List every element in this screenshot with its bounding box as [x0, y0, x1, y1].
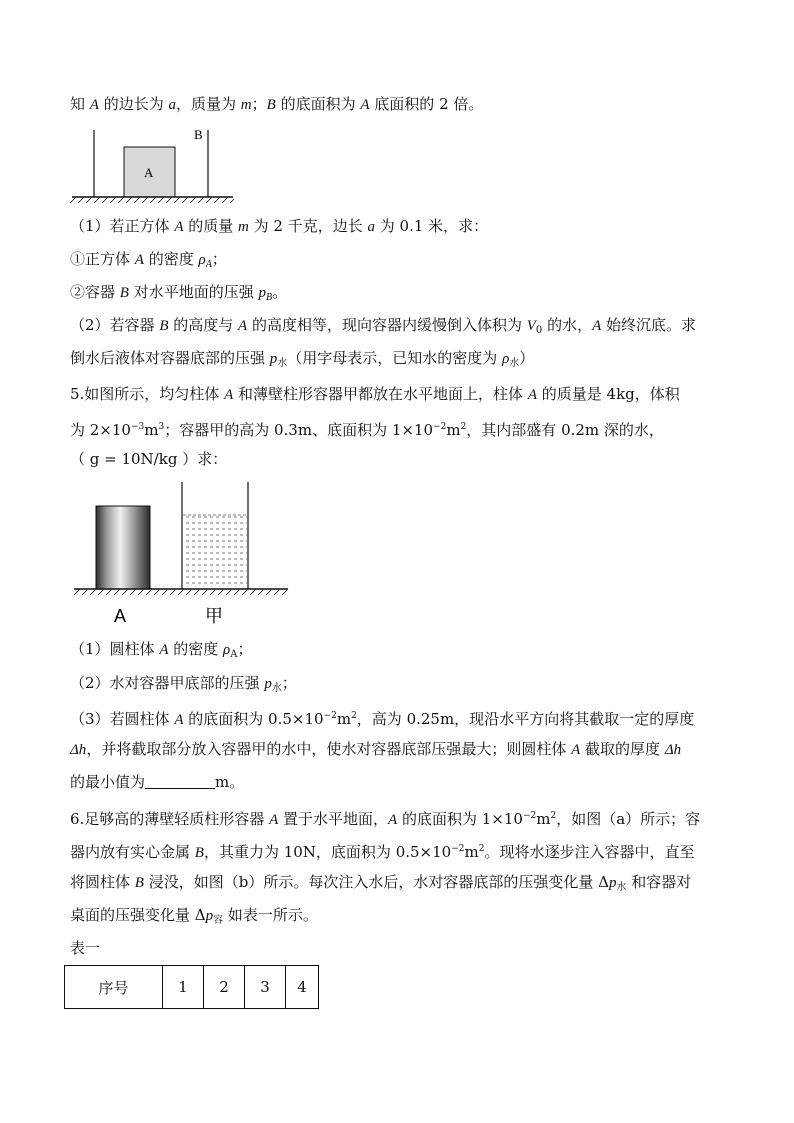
data-table	[64, 965, 319, 1009]
water	[183, 515, 247, 589]
q6-line2: 器内放有实心金属 B，其重力为 10N，底面积为 $0.5\times 10^{-2}m^2$。现将水逐步注入容器中，直至	[70, 843, 695, 861]
q5-sub3-answer: 的最小值为 m。	[70, 773, 245, 791]
container-label: B	[194, 127, 203, 142]
q6-line3: 将圆柱体 B 浸没，如图（b）所示。每次注入水后，水对容器底部的压强变化量 $\Delta p_水$ 和容器对	[70, 873, 692, 893]
table-header-cell: 序号	[65, 966, 163, 1009]
label-jia: 甲	[205, 606, 223, 627]
cube-label: A	[144, 165, 154, 180]
q4-part1: （1）若正方体 A 的质量 m 为 2 千克，边长 a 为 0.1 米，求：	[70, 217, 489, 235]
q4-sub1: ①正方体 A 的密度 $\rho_A$；	[70, 250, 227, 270]
q4-part2-cont: 倒水后液体对容器底部的压强 $p_水$（用字母表示，已知水的密度为 $\rho_水$）	[70, 349, 535, 369]
q5-sub2: （2）水对容器甲底部的压强 $p_水$；	[70, 674, 297, 694]
answer-blank[interactable]	[145, 774, 215, 789]
q5-sub3: （3）若圆柱体 A 的底面积为 $0.5\times 10^{-2}m^2$，高为 0.25m，现沿水平方向将其截取一定的厚度	[70, 710, 695, 728]
figure-cylinder-and-container	[72, 478, 292, 626]
q4-sub2: ②容器 B 对水平地面的压强 $p_B$。	[70, 283, 288, 303]
table-header-row	[65, 966, 319, 1009]
q5-sub1: （1）圆柱体 A 的密度 $\rho_A$；	[70, 640, 253, 660]
q6-line4: 桌面的压强变化量 $\Delta p_容$ 如表一所示。	[70, 906, 318, 926]
q5-line3: （ g = 10N/kg ）求：	[70, 450, 228, 468]
intro-line: 知 A 的边长为 a，质量为 m；B 的底面积为 A 底面积的 2 倍。	[70, 95, 484, 113]
q6-line1: 6.足够高的薄壁轻质柱形容器 A 置于水平地面，A 的底面积为 $1\times 10^{-2}m^2$，如图（a）所示；容	[70, 810, 701, 828]
table-header-cell: 2	[204, 966, 245, 1009]
table-header-cell: 4	[286, 966, 319, 1009]
label-A: A	[114, 606, 127, 626]
figure-cube-in-container	[70, 125, 240, 205]
q4-part2: （2）若容器 B 的高度与 A 的高度相等，现向容器内缓慢倒入体积为 $V_0$ 的水，A 始终沉底。求	[70, 316, 697, 336]
table-header-cell: 1	[163, 966, 204, 1009]
table-header-cell: 3	[245, 966, 286, 1009]
q5-line2: 为 $2\times 10^{-3}m^3$；容器甲的高为 0.3m、底面积为 $1\times 10^{-2}m^2$，其内部盛有 0.2m 深的水，	[70, 421, 664, 439]
q5-line1: 5.如图所示，均匀柱体 A 和薄壁柱形容器甲都放在水平地面上，柱体 A 的质量是 4kg，体积	[70, 385, 680, 403]
q5-sub3-cont: Δh，并将截取部分放入容器甲的水中，使水对容器底部压强最大；则圆柱体 A 截取的厚度 Δh	[70, 740, 682, 758]
table-title: 表一	[70, 939, 101, 957]
cylinder-A	[96, 506, 150, 589]
